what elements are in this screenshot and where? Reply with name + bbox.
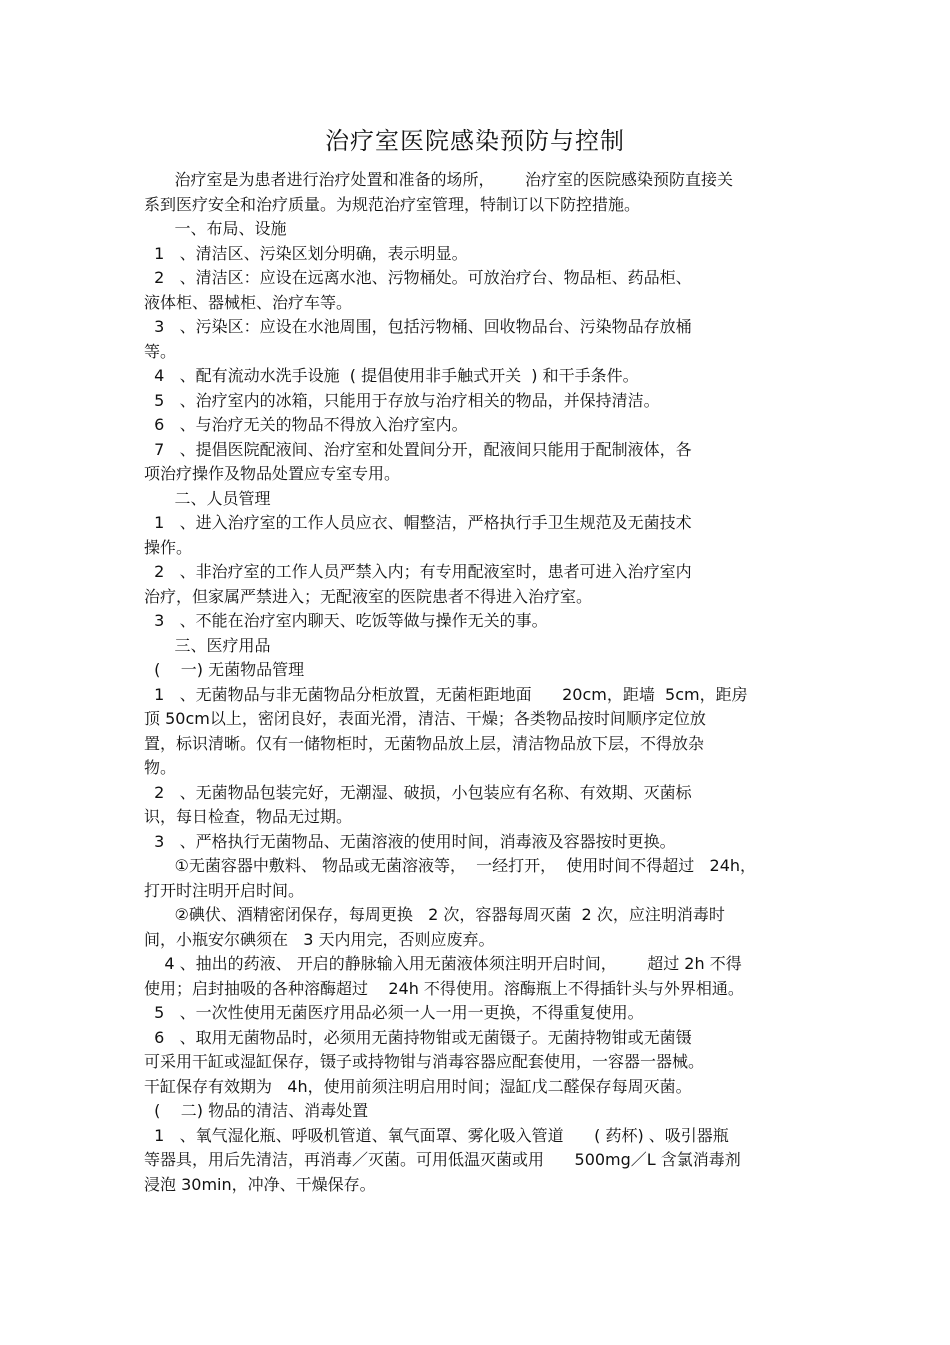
body-text-line: 打开时注明开启时间。 [144, 880, 305, 900]
body-text-line: 6 、与治疗无关的物品不得放入治疗室内。 [144, 415, 468, 434]
body-text-line: 操作。 [144, 537, 193, 557]
body-text-line: 2 、非治疗室的工作人员严禁入内；有专用配液室时，患者可进入治疗室内 [144, 562, 692, 581]
body-text-line: ①无菌容器中敷料、 物品或无菌溶液等， 一经打开， 使用时间不得超过 24h， [144, 856, 757, 875]
body-text-line: 1 、进入治疗室的工作人员应衣、帽整洁，严格执行手卫生规范及无菌技术 [144, 513, 692, 532]
body-text-line: 治疗室是为患者进行治疗处置和准备的场所， 治疗室的医院感染预防直接关 [144, 170, 734, 189]
body-text-line: 3 、污染区：应设在水池周围，包括污物桶、回收物品台、污染物品存放桶 [144, 317, 692, 336]
body-text-line: 项治疗操作及物品处置应专室专用。 [144, 464, 401, 483]
body-text-line: 顶 50cm以上，密闭良好，表面光滑，清洁、干燥；各类物品按时间顺序定位放 [144, 709, 706, 728]
body-text-line: ( 一) 无菌物品管理 [144, 660, 305, 679]
body-text-line: 2 、无菌物品包装完好，无潮湿、破损，小包装应有名称、有效期、灭菌标 [144, 782, 692, 802]
body-text-line: 5 、治疗室内的冰箱，只能用于存放与治疗相关的物品，并保持清洁。 [144, 390, 660, 410]
body-text-line: 1 、氧气湿化瓶、呼吸机管道、氧气面罩、雾化吸入管道 ( 药杯) 、吸引器瓶 [144, 1125, 729, 1145]
body-text-line: 使用；启封抽吸的各种溶酶超过 24h 不得使用。溶酶瓶上不得插针头与外界相通。 [144, 978, 744, 998]
body-text-line: 2 、清洁区：应设在远离水池、污物桶处。可放治疗台、物品柜、药品柜、 [144, 268, 692, 287]
body-text-line: 7 、提倡医院配液间、治疗室和处置间分开，配液间只能用于配制液体，各 [144, 439, 692, 459]
body-text-line: 置，标识清晰。仅有一储物柜时，无菌物品放上层，清洁物品放下层，不得放杂 [144, 733, 705, 753]
body-text-line: 二、人员管理 [144, 488, 271, 508]
body-text-line: ( 二) 物品的清洁、消毒处置 [144, 1101, 369, 1120]
body-text-line: 物。 [144, 758, 177, 777]
document-body [144, 168, 810, 1197]
body-text-line: 3 、不能在治疗室内聊天、吃饭等做与操作无关的事。 [144, 611, 548, 630]
body-text-line: 识，每日检查，物品无过期。 [144, 807, 353, 826]
body-text-line: 6 、取用无菌物品时，必须用无菌持物钳或无菌镊子。无菌持物钳或无菌镊 [144, 1027, 692, 1047]
body-text-line: 4 、配有流动水洗手设施 ( 提倡使用非手触式开关 ) 和干手条件。 [144, 366, 639, 385]
body-text-line: 1 、清洁区、污染区划分明确，表示明显。 [144, 243, 468, 263]
body-text-line: 治疗，但家属严禁进入；无配液室的医院患者不得进入治疗室。 [144, 586, 593, 606]
body-text-line: 可采用干缸或湿缸保存，镊子或持物钳与消毒容器应配套使用，一容器一器械。 [144, 1052, 705, 1071]
body-text-line: 等。 [144, 341, 177, 361]
body-text-line: 3 、严格执行无菌物品、无菌溶液的使用时间，消毒液及容器按时更换。 [144, 831, 676, 851]
body-text-line: 三、医疗用品 [144, 635, 271, 655]
body-text-line: 1 、无菌物品与非无菌物品分柜放置，无菌柜距地面 20cm，距墙 5cm，距房 [144, 684, 748, 704]
body-text-line: 液体柜、器械柜、治疗车等。 [144, 292, 353, 312]
body-text-line: ②碘伏、酒精密闭保存，每周更换 2 次，容器每周灭菌 2 次，应注明消毒时 [144, 905, 725, 924]
document-title: 治疗室医院感染预防与控制 [325, 127, 625, 155]
body-text-line: 系到医疗安全和治疗质量。为规范治疗室管理，特制订以下防控措施。 [144, 194, 641, 214]
body-text-line: 间，小瓶安尔碘须在 3 天内用完，否则应废弃。 [144, 929, 495, 949]
body-text-line: 浸泡 30min，冲净、干燥保存。 [144, 1174, 376, 1194]
body-text-line: 等器具，用后先清洁，再消毒／灭菌。可用低温灭菌或用 500mg／L 含氯消毒剂 [144, 1150, 741, 1169]
body-text-line: 5 、一次性使用无菌医疗用品必须一人一用一更换，不得重复使用。 [144, 1003, 644, 1022]
body-text-line: 一、布局、设施 [144, 219, 287, 238]
body-text-line: 4 、抽出的药液、 开启的静脉输入用无菌液体须注明开启时间， 超过 2h 不得 [144, 954, 742, 973]
body-text-line: 干缸保存有效期为 4h，使用前须注明启用时间；湿缸戊二醛保存每周灭菌。 [144, 1076, 692, 1096]
